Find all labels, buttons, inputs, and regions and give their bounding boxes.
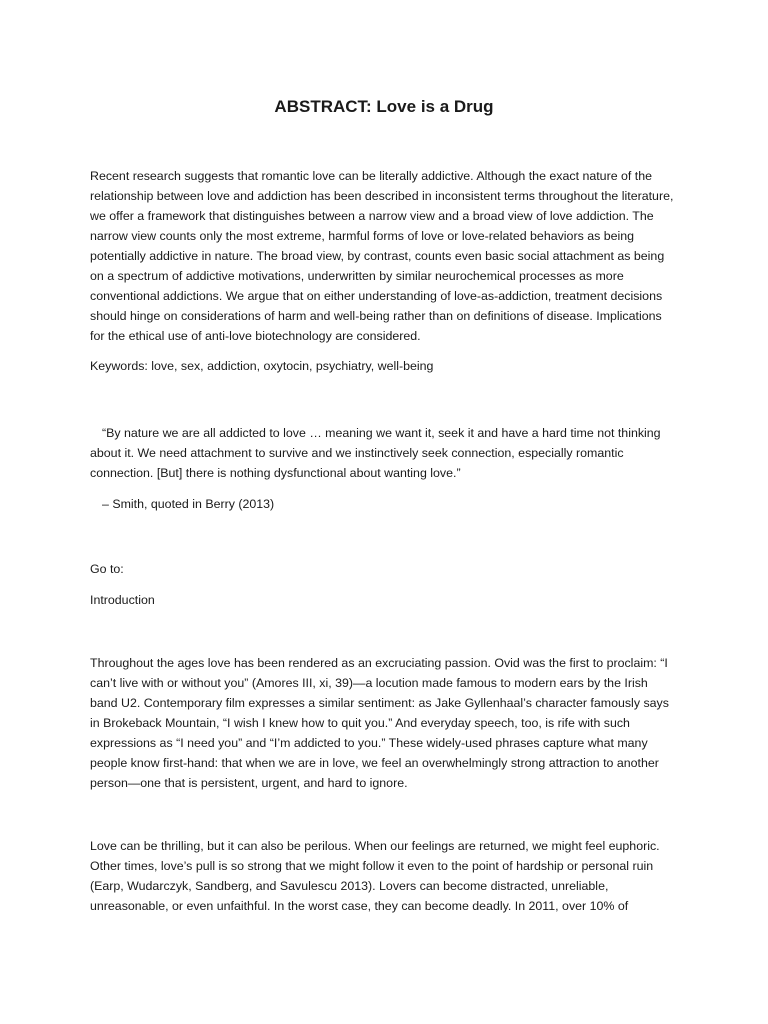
- section-heading-introduction: Introduction: [90, 593, 155, 607]
- epigraph-attribution: – Smith, quoted in Berry (2013): [102, 497, 275, 511]
- document-title: ABSTRACT: Love is a Drug: [274, 97, 494, 116]
- goto-label: Go to:: [90, 562, 124, 576]
- body-paragraph: Throughout the ages love has been rendered as an excruciating passion. Ovid was the first to proclaim: “I can’t live with or without you” (Amores III, xi, 39)—a locution made famous to modern ears by the Irish band U2. Contemporary film expresses a similar sentiment: as Jake Gyllenhaal’s character famously says in Brokeback Mountain, “I wish I knew how to quit you.” And everyday speech, too, is rife with such expressions as “I need you” and “I’m addicted to you.” These widely-used phrases capture what many people know first-hand: that when we are in love, we feel an overwhelmingly strong attraction to another person—one that is persistent, urgent, and hard to ignore.: [90, 656, 669, 790]
- abstract-paragraph: Recent research suggests that romantic love can be literally addictive. Although the exact nature of the relationship between love and addiction has been described in inconsistent terms throughout the literature, we offer a framework that distinguishes between a narrow view and a broad view of love addiction. The narrow view counts only the most extreme, harmful forms of love or love-related behaviors as being potentially addictive in nature. The broad view, by contrast, counts even basic social attachment as being on a spectrum of addictive motivations, underwritten by similar neurochemical processes as more conventional addictions. We argue that on either understanding of love-as-addiction, treatment decisions should hinge on considerations of harm and well-being rather than on definitions of disease. Implications for the ethical use of anti-love biotechnology are considered.: [90, 169, 674, 343]
- keywords-line: Keywords: love, sex, addiction, oxytocin, psychiatry, well-being: [90, 359, 434, 373]
- body-paragraph: Love can be thrilling, but it can also be perilous. When our feelings are returned, we might feel euphoric. Other times, love’s pull is so strong that we might follow it even to the point of hardship or personal ruin (Earp, Wudarczyk, Sandberg, and Savulescu 2013). Lovers can become distracted, unreliable, unreasonable, or even unfaithful. In the worst case, they can become deadly. In 2011, over 10% of: [90, 839, 660, 913]
- epigraph-quote: “By nature we are all addicted to love … meaning we want it, seek it and have a hard time not thinking about it. We need attachment to survive and we instinctively seek connection, especially romantic connection. [But] there is nothing dysfunctional about wanting love.”: [90, 426, 661, 480]
